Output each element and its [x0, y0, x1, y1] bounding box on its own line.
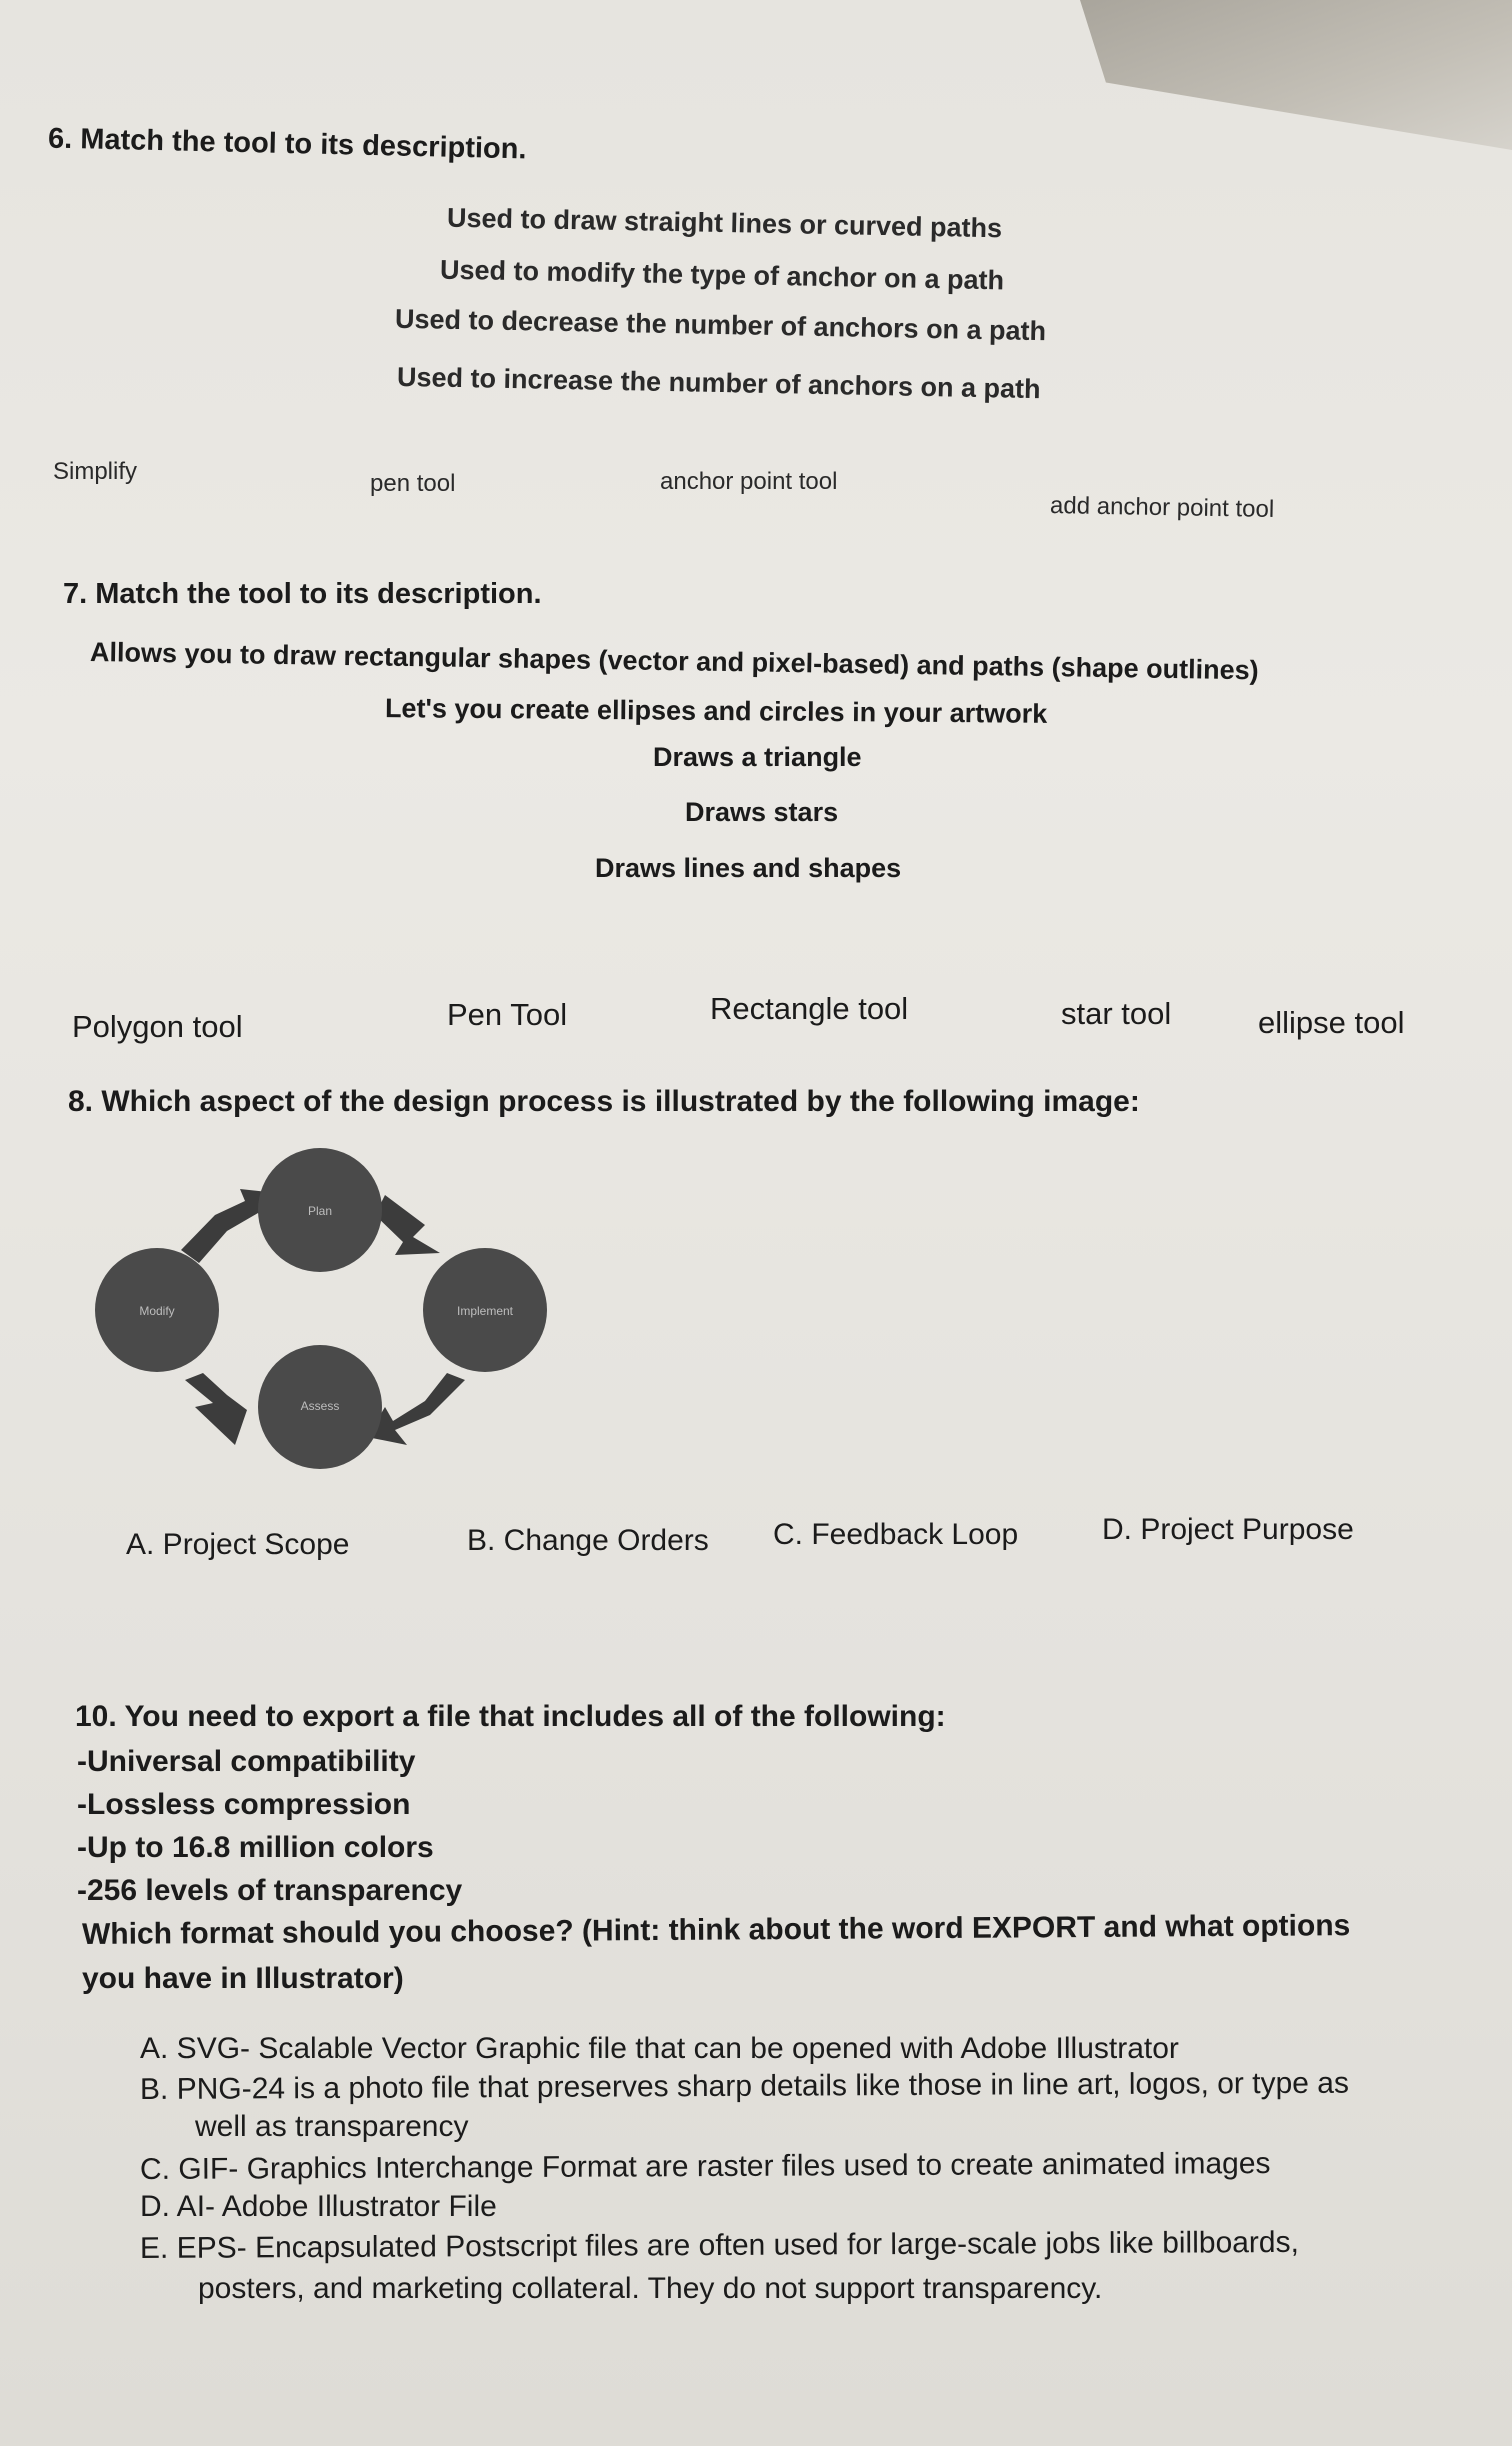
q10-requirement-2: -Lossless compression — [77, 1788, 411, 1821]
plan-label: Plan — [307, 1204, 333, 1218]
q6-title: 6. Match the tool to its description. — [47, 122, 527, 166]
arrow-plan-to-implement — [375, 1195, 440, 1255]
q7-word-5: ellipse tool — [1258, 1005, 1405, 1040]
q7-description-1: Allows you to draw rectangular shapes (vector and pixel-based) and paths (shape outlines) — [89, 637, 1259, 686]
q6-description-4: Used to increase the number of anchors on a path — [396, 361, 1041, 405]
q8-title: 8. Which aspect of the design process is illustrated by the following image: — [68, 1085, 1140, 1118]
q7-description-4: Draws stars — [685, 797, 839, 827]
arrow-assess-to-modify — [185, 1373, 247, 1445]
q7-description-5: Draws lines and shapes — [595, 853, 902, 883]
q8-option-c: C. Feedback Loop — [773, 1518, 1019, 1551]
q10-requirement-4: -256 levels of transparency — [77, 1874, 463, 1907]
q10-title: 10. You need to export a file that includes all of the following: — [75, 1700, 946, 1733]
q6-description-3: Used to decrease the number of anchors on a path — [394, 303, 1047, 347]
q10-answer-e: E. EPS- Encapsulated Postscript files are often used for large-scale jobs like billboards, — [139, 2225, 1299, 2265]
q6-word-1: Simplify — [53, 458, 138, 485]
modify-label: Modify — [139, 1304, 175, 1318]
q7-description-2: Let's you create ellipses and circles in your artwork — [384, 693, 1048, 729]
q10-answer-b-continued: well as transparency — [195, 2110, 469, 2143]
q6-description-2: Used to modify the type of anchor on a path — [439, 254, 1005, 296]
q10-requirement-3: -Up to 16.8 million colors — [77, 1831, 434, 1864]
q7-title: 7. Match the tool to its description. — [63, 578, 542, 610]
assess-label: Assess — [300, 1399, 340, 1413]
q8-option-a: A. Project Scope — [126, 1528, 350, 1561]
q10-answer-a: A. SVG- Scalable Vector Graphic file that can be opened with Adobe Illustrator — [140, 2032, 1179, 2065]
q6-word-4: add anchor point tool — [1049, 492, 1275, 523]
q10-answer-b: B. PNG-24 is a photo file that preserves sharp details like those in line art, logos, or type as — [139, 2066, 1350, 2106]
q10-question-line-1: Which format should you choose? (Hint: think about the word EXPORT and what options — [81, 1909, 1351, 1951]
design-cycle-diagram — [95, 1145, 555, 1475]
q6-description-1: Used to draw straight lines or curved paths — [446, 202, 1003, 244]
q10-question-line-2: you have in Illustrator) — [82, 1962, 404, 1995]
q7-word-3: Rectangle tool — [710, 991, 909, 1026]
q10-answer-c: C. GIF- Graphics Interchange Format are raster files used to create animated images — [139, 2147, 1271, 2186]
q7-word-4: star tool — [1061, 996, 1172, 1031]
implement-label: Implement — [456, 1304, 514, 1318]
q10-answer-e-continued: posters, and marketing collateral. They do not support transparency. — [198, 2272, 1103, 2305]
q8-option-d: D. Project Purpose — [1102, 1513, 1354, 1546]
q10-requirement-1: -Universal compatibility — [77, 1745, 416, 1778]
q8-option-b: B. Change Orders — [467, 1524, 709, 1557]
q10-answer-d: D. AI- Adobe Illustrator File — [140, 2190, 497, 2223]
q7-word-1: Polygon tool — [72, 1009, 243, 1044]
q7-word-2: Pen Tool — [447, 997, 568, 1032]
q7-description-3: Draws a triangle — [653, 742, 862, 772]
q6-word-2: pen tool — [370, 470, 456, 497]
q6-word-3: anchor point tool — [660, 468, 838, 495]
